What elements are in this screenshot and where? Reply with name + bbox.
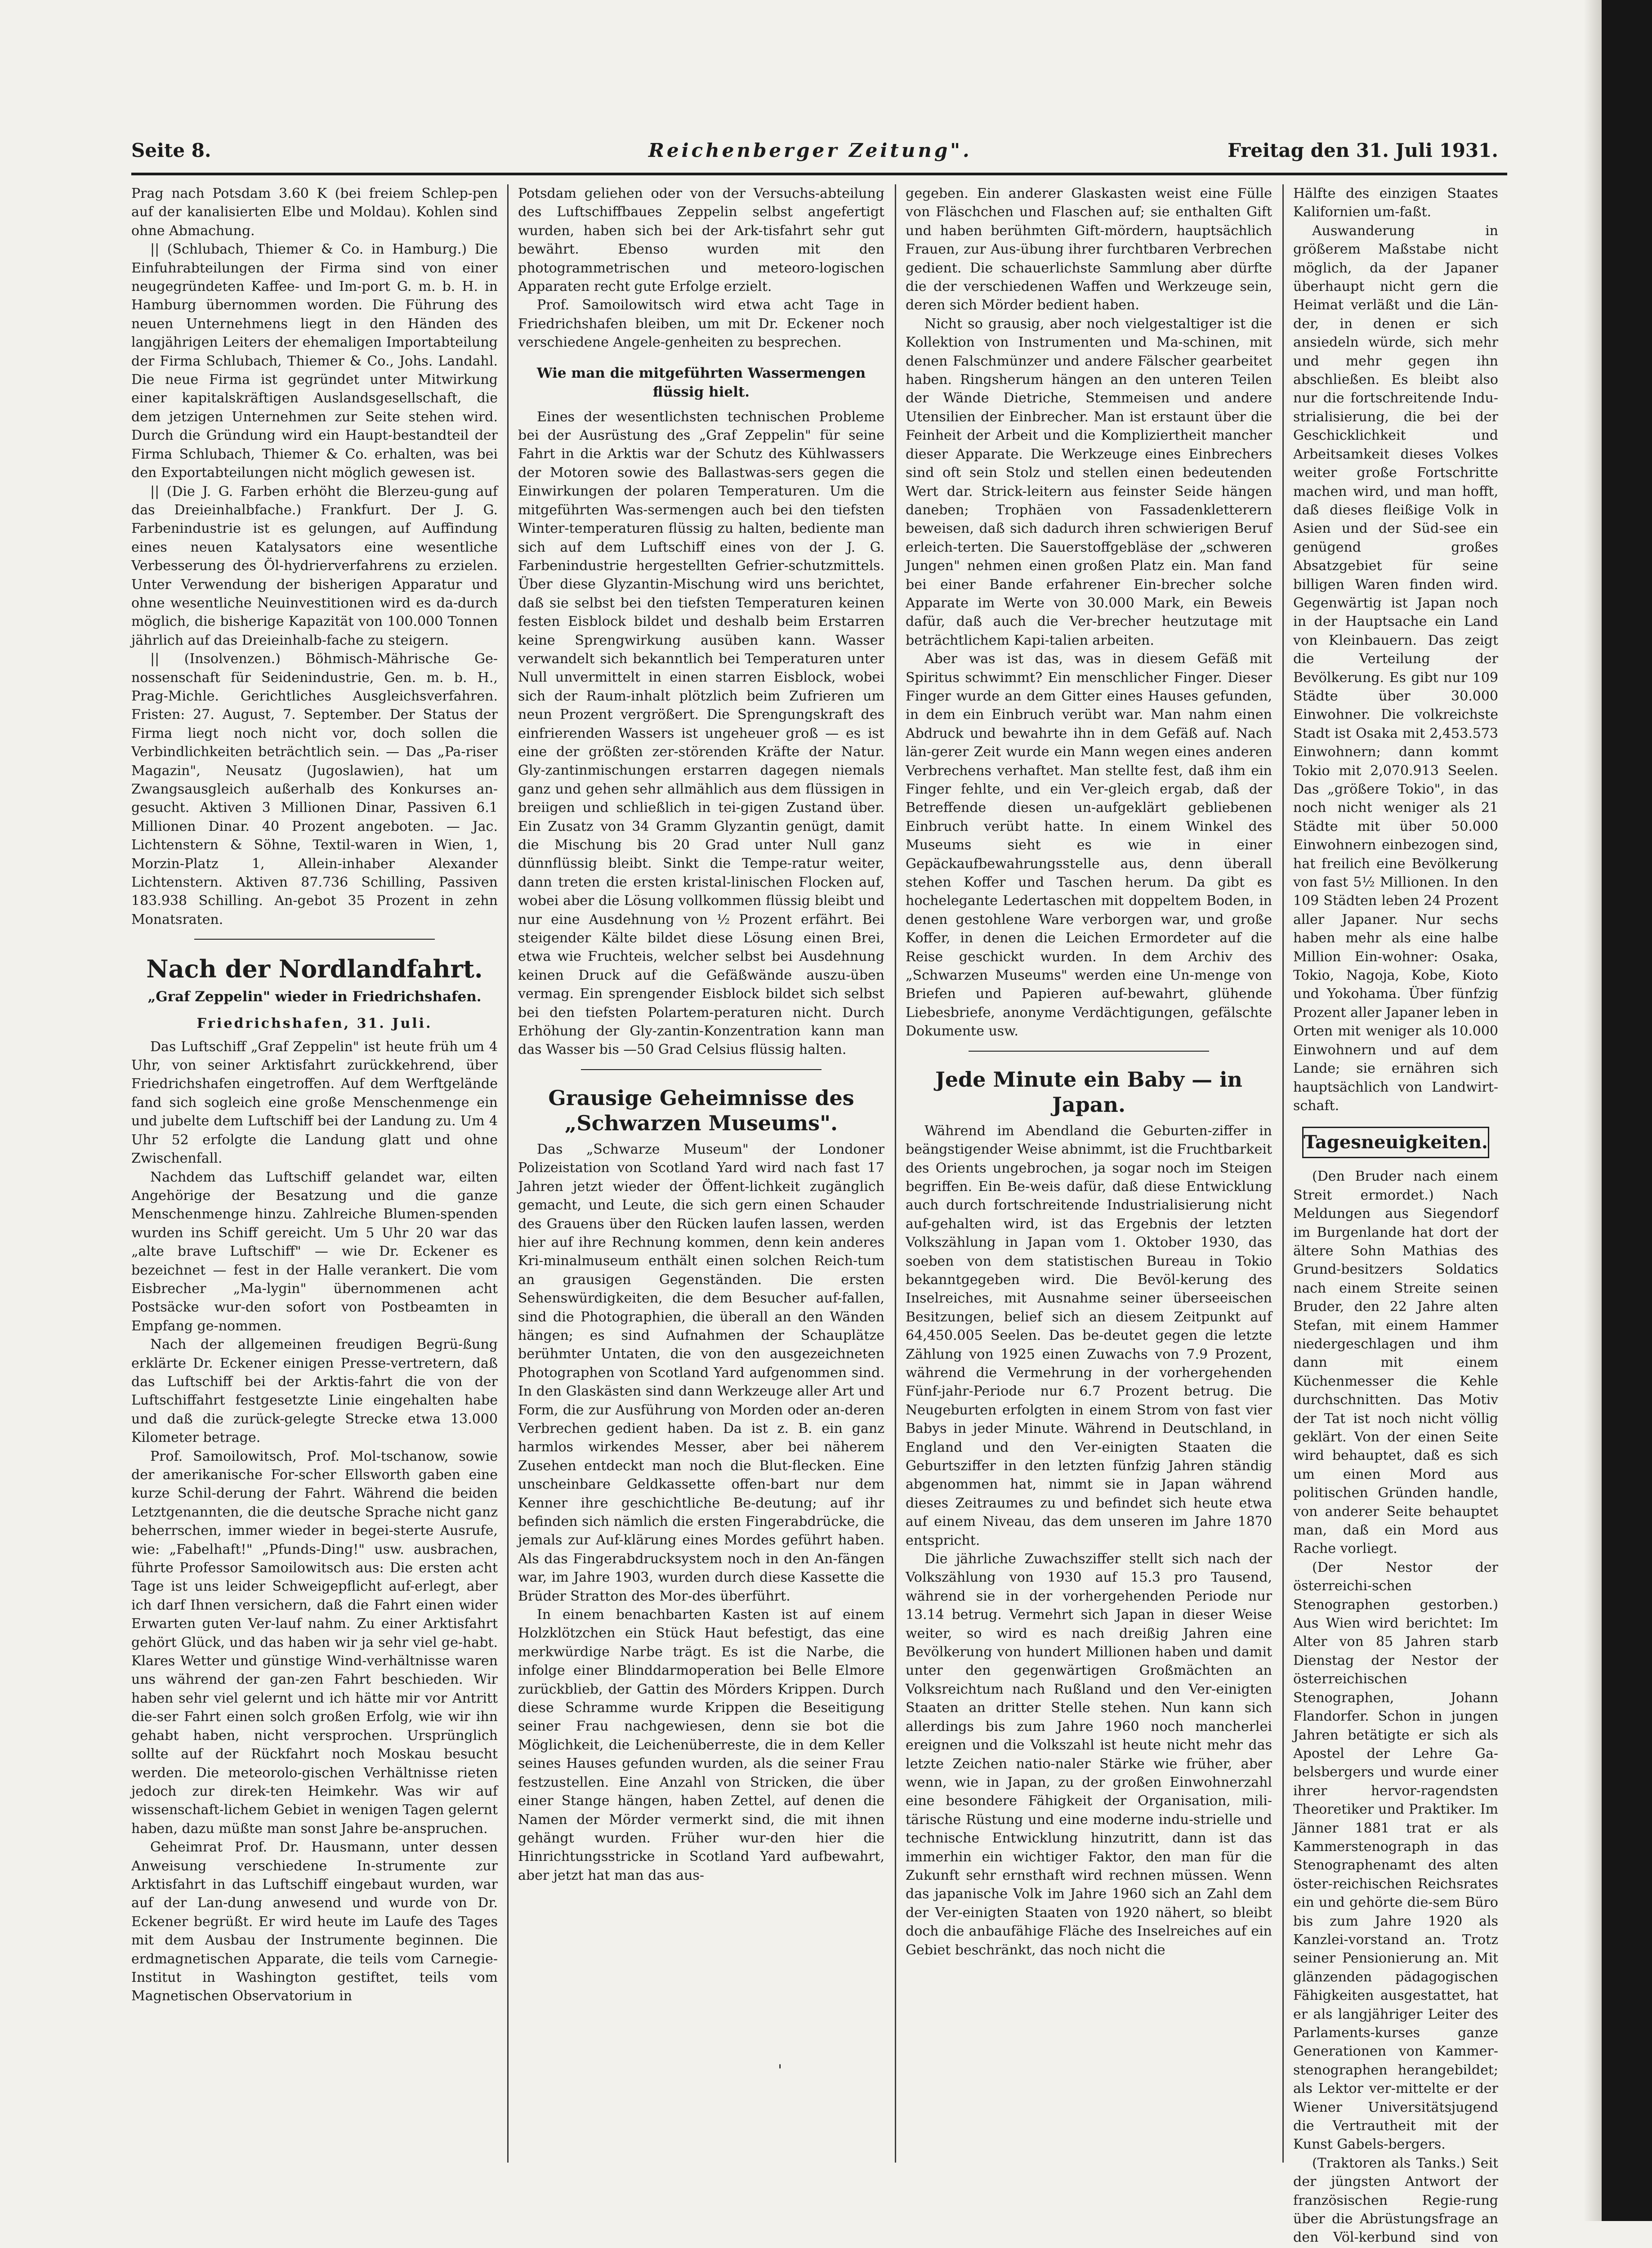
- article-headline: Jede Minute ein Baby — in Japan.: [935, 1067, 1242, 1117]
- page-number: Seite 8.: [131, 139, 211, 161]
- paragraph: || (Insolvenzen.) Böhmisch-Mährische Ge-nossenschaft für Seidenindustrie, Gen. m. b. H., Prag-Michle. Gerichtliches Ausgleichsverfahren. Fristen: 27. August, 7. September. Der Status der Firma liegt noch nicht vor, doch sollen die Verbindlichkeiten beträchtlich sein. — Das „Pa-riser Magazin", Neusatz (Jugoslawien), hat um Zwangsausgleich außerhalb des Konkurses an-gesucht. Aktiven 3 Millionen Dinar, Passiven 6.1 Millionen Dinar. 40 Prozent angeboten. — Jac. Lichtenstern & Söhne, Textil-waren in Wien, 1, Morzin-Platz 1, Allein-inhaber Alexander Lichtenstern. Aktiven 87.736 Schilling, Passiven 183.938 Schilling. An-gebot 35 Prozent in zehn Monatsraten.: [131, 651, 498, 928]
- footer-mark: ': [778, 2061, 782, 2079]
- paragraph: Aber was ist das, was in diesem Gefäß mit Spiritus schwimmt? Ein menschlicher Finger. Dieser Finger wurde an dem Gitter eines Hauses gefunden, in dem ein Einbruch verübt war. Man nahm einen Abdruck und bewahrte ihn in dem Gefäß auf. Nach län-gerer Zeit wurde ein Mann wegen eines anderen Verbrechens verhaftet. Man stellte fest, daß ihm ein Finger fehlte, und ein Ver-gleich ergab, daß der Betreffende diesen un-aufgeklärt gebliebenen Einbruch verübt hatte. In einem Winkel des Museums sieht es wie in einer Gepäckaufbewahrungsstelle aus, denn überall stehen Koffer und Taschen herum. Da gibt es hochelegante Ledertaschen mit doppeltem Boden, in denen gestohlene Ware verborgen war, und große Koffer, in denen die Leichen Ermordeter auf die Reise geschickt wurden. In dem Archiv des „Schwarzen Museums" werden eine Un-menge von Briefen und Papieren auf-bewahrt, glühende Liebesbriefe, anonyme Verdächtigungen, gefälschte Dokumente usw.: [906, 651, 1272, 1039]
- column-4: [1293, 184, 1498, 2246]
- article-headline: Nach der Nordlandfahrt.: [146, 955, 483, 984]
- issue-date: Freitag den 31. Juli 1931.: [1228, 139, 1498, 161]
- paragraph: Nach der allgemeinen freudigen Begrü-ßung erklärte Dr. Eckener einigen Presse-vertretern, daß das Luftschiff bei der Arktis-fahrt die von der Luftschiffahrt festgesetzte Linie eingehalten habe und daß die zurück-gelegte Strecke etwa 13.000 Kilometer betrage.: [131, 1337, 498, 1446]
- paragraph: (Der Nestor der österreichi-schen Stenographen gestorben.) Aus Wien wird berichtet: Im Alter von 85 Jahren starb Dienstag der Nestor der österreichischen Stenographen, Johann Flandorfer. Schon in jungen Jahren betätigte er sich als Apostel der Lehre Ga-belsbergers und wurde einer ihrer hervor-ragendsten Theoretiker und Praktiker. Im Jänner 1881 trat er als Kammerstenograph in das Stenographenamt des alten öster-reichischen Reichsrates ein und gehörte die-sem Büro bis zum Jahre 1920 als Kanzlei-vorstand an. Trotz seiner Pensionierung an. Mit glänzenden pädagogischen Fähigkeiten ausgestattet, hat er als langjähriger Leiter des Parlaments-kurses ganze Generationen von Kammer-stenographen herangebildet; als Lektor ver-mittelte er der Wiener Universitätsjugend die Vertrautheit mit der Kunst Gabels-bergers.: [1293, 1559, 1498, 2153]
- paragraph: Nicht so grausig, aber noch vielgestaltiger ist die Kollektion von Instrumenten und Ma-schinen, mit denen Falschmünzer und andere Fälscher gearbeitet haben. Ringsherum hängen an den unteren Teilen der Wände Dietriche, Stemmeisen und andere Utensilien der Einbrecher. Man ist erstaunt über die Feinheit der Arbeit und die Kompliziertheit mancher dieser Apparate. Die Werkzeuge eines Einbrechers sind oft sein Stolz und stellen einen bedeutenden Wert dar. Strick-leitern aus feinster Seide hängen daneben; Trophäen von Fassadenkletterern beweisen, daß sich dadurch ihren schwierigen Beruf erleich-terten. Die Sauerstoffgebläse der „schweren Jungen" nehmen einen großen Platz ein. Man fand bei einer Bande erfahrener Ein-brecher solche Apparate im Werte von 30.000 Mark, ein Beweis dafür, daß auch die Ver-brecher heutzutage mit beträchtlichem Kapi-talien arbeiten.: [906, 316, 1272, 648]
- scan-border: [1602, 0, 1652, 2221]
- divider: [581, 1069, 822, 1070]
- paragraph: || (Die J. G. Farben erhöht die Blerzeu-gung auf das Dreieinhalbfache.) Frankfurt. Der J. G. Farbenindustrie ist es gelungen, auf Auffindung eines neuen Katalysators eine wesentliche Verbesserung des Öl-hydrierverfahrens zu erzielen. Unter Verwendung der bisherigen Apparatur und ohne wesentliche Neuinvestitionen wird es da-durch möglich, die bisherige Kapazität von 100.000 Tonnen jährlich auf das Dreieinhalb-fache zu steigern.: [131, 483, 498, 648]
- paragraph: Während im Abendland die Geburten-ziffer in beängstigender Weise abnimmt, ist die Fruchtbarkeit des Orients ungebrochen, ja sogar noch im Steigen begriffen. Ein Be-weis dafür, daß diese Entwicklung auch durch fortschreitende Industrialisierung nicht auf-gehalten wird, ist das Ergebnis der letzten Volkszählung in Japan vom 1. Oktober 1930, das soeben von dem statistischen Bureau in Tokio bekanntgegeben wird. Die Bevöl-kerung des Inselreiches, mit Ausnahme seiner überseeischen Besitzungen, belief sich an diesem Zeitpunkt auf 64,450.005 Seelen. Das be-deutet gegen die letzte Zählung von 1925 einen Zuwachs von 7.9 Prozent, während die Vermehrung in der vorhergehenden Fünf-jahr-Periode nur 6.7 Prozent betrug. Die Neugeburten erfolgten in einem Strom von fast vier Babys in jeder Minute. Während in Deutschland, in England und den Ver-einigten Staaten die Geburtsziffer in den letzten fünfzig Jahren ständig abgenommen hat, nimmt sie in Japan während dieses Zeitraumes zu und befindet sich heute etwa auf einem Niveau, das dem unseren im Jahre 1870 entspricht.: [906, 1123, 1272, 1548]
- paragraph: Geheimrat Prof. Dr. Hausmann, unter dessen Anweisung verschiedene In-strumente zur Arktisfahrt in das Luftschiff eingebaut wurden, war auf der Lan-dung anwesend und wurde von Dr. Eckener begrüßt. Er wird heute im Laufe des Tages mit dem Ausbau der Instrumente beginnen. Die erdmagnetischen Apparate, die teils vom Carnegie-Institut in Washington gestiftet, teils vom Magnetischen Observatorium in: [131, 1839, 498, 2004]
- paragraph: Potsdam geliehen oder von der Versuchs-abteilung des Luftschiffbaues Zeppelin selbst angefertigt wurden, haben sich bei der Ark-tisfahrt sehr gut bewährt. Ebenso wurden mit den photogrammetrischen und meteoro-logischen Apparaten recht gute Erfolge erzielt.: [518, 186, 884, 295]
- article-subheadline: „Graf Zeppelin" wieder in Friedrichshafen.: [147, 989, 482, 1005]
- paragraph: Eines der wesentlichsten technischen Probleme bei der Ausrüstung des „Graf Zeppelin" für seine Fahrt in die Arktis war der Schutz des Kühlwassers der Motoren sowie des Ballastwas-sers gegen die Einwirkungen der polaren Temperaturen. Um die mitgeführten Was-sermengen auch bei den tiefsten Winter-temperaturen flüssig zu halten, bediente man sich auf dem Luftschiff eines von der J. G. Farbenindustrie hergestellten Gefrier-schutzmittels. Über diese Glyzantin-Mischung wird uns berichtet, daß sie selbst bei den tiefsten Temperaturen keinen festen Eisblock bildet und deshalb beim Erstarren keine Sprengwirkung ausüben kann. Wasser verwandelt sich bekanntlich bei Temperaturen unter Null unvermittelt in einen starren Eisblock, wobei sich der Raum-inhalt plötzlich beim Zufrieren um neun Prozent vergrößert. Die Sprengungskraft des einfrierenden Wassers ist ungeheuer groß — es ist eine der größten zer-störenden Kräfte der Natur. Gly-zantinmischungen erstarren dagegen niemals ganz und gehen sehr allmählich aus dem flüssigen in breiigen und schließlich in tei-gigen Zustand über. Ein Zusatz von 34 Gramm Glyzantin genügt, damit die Mischung bis 20 Grad unter Null ganz dünnflüssig bleibt. Sinkt die Tempe-ratur weiter, dann treten die ersten kristal-linischen Flocken auf, wobei aber die Lösung vollkommen flüssig bleibt und nur eine Ausdehnung von ½ Prozent erfährt. Bei steigender Kälte bildet diese Lösung einen Brei, etwa wie Fruchteis, welcher selbst bei Ausdehnung keinen Druck auf die Gefäßwände auszu-üben vermag. Ein sprengender Eisblock bildet sich selbst bei den tiefsten Polartem-peraturen nicht. Durch Erhöhung der Gly-zantin-Konzentration kann man das Wasser bis —50 Grad Celsius flüssig halten.: [518, 409, 884, 1058]
- column-separator: [507, 184, 509, 2163]
- column-2: [518, 184, 884, 2167]
- paragraph: Das Luftschiff „Graf Zeppelin" ist heute früh um 4 Uhr, von seiner Arktisfahrt zurückkehrend, über Friedrichshafen eingetroffen. Auf dem Werftgelände fand sich sogleich eine große Menschenmenge ein und jubelte dem Luftschiff bei der Landung zu. Um 4 Uhr 52 erfolgte die Landung glatt und ohne Zwischenfall.: [131, 1039, 498, 1167]
- column-3: [906, 184, 1272, 2167]
- paragraph: (Den Bruder nach einem Streit ermordet.) Nach Meldungen aus Siegendorf im Burgenlande hat dort der ältere Sohn Mathias des Grund-besitzers Soldatics nach einem Streite seinen Bruder, den 22 Jahre alten Stefan, mit einem Hammer niedergeschlagen und ihm dann mit einem Küchenmesser die Kehle durchschnitten. Das Motiv der Tat ist noch nicht völlig geklärt. Von der einen Seite wird behauptet, daß es sich um einen Mord aus politischen Gründen handle, von anderer Seite behauptet man, daß ein Mord aus Rache vorliegt.: [1293, 1169, 1498, 1557]
- dateline: Friedrichshafen, 31. Juli.: [196, 1016, 433, 1032]
- article-headline: Grausige Geheimnisse des „Schwarzen Museums".: [548, 1085, 854, 1135]
- column-1: [131, 184, 498, 2167]
- paragraph: || (Schlubach, Thiemer & Co. in Hamburg.) Die Einfuhrabteilungen der Firma sind von einer neugegründeten Kaffee- und Im-port G. m. b. H. in Hamburg übernommen worden. Die Führung des neuen Unternehmens liegt in den Händen des langjährigen Leiters der ehemaligen Importabteilung der Firma Schlubach, Thiemer & Co., Johs. Landahl. Die neue Firma ist gegründet unter Mitwirkung einer kapitalskräftigen Auslandsgesellschaft, die dem jetzigen Unternehmen zur Seite stehen wird. Durch die Gründung wird ein Haupt-bestandteil der Firma Schlubach, Thiemer & Co. erhalten, was bei den Exportabteilungen nicht möglich gewesen ist.: [131, 241, 498, 481]
- paragraph: Prof. Samoilowitsch, Prof. Mol-tschanow, sowie der amerikanische For-scher Ellsworth gaben eine kurze Schil-derung der Fahrt. Während die beiden Letztgenannten, die die deutsche Sprache nicht ganz beherrschen, immer wieder in begei-sterte Ausrufe, wie: „Fabelhaft!" „Pfunds-Ding!" usw. ausbrachen, führte Professor Samoilowitsch aus: Die ersten acht Tage ist uns leider Schweigepflicht auf-erlegt, aber ich darf Ihnen versichern, daß die Fahrt einen wider Erwarten guten Ver-lauf nahm. Zu einer Arktisfahrt gehört Glück, und das haben wir ja sehr viel ge-habt. Klares Wetter und günstige Wind-verhältnisse waren uns während der gan-zen Fahrt beschieden. Wir haben sehr viel gelernt und ich hätte mir vor Antritt die-ser Fahrt einen solch großen Erfolg, wie wir ihn gehabt haben, nicht versprochen. Ursprünglich sollte auf der Rückfahrt noch Moskau besucht werden. Die meteorolo-gischen Verhältnisse rieten jedoch zur direk-ten Heimkehr. Was wir auf wissenschaft-lichem Gebiet in wenigen Tagen gelernt haben, dazu müßte man sonst Jahre be-anspruchen.: [131, 1448, 498, 1837]
- paragraph: gegeben. Ein anderer Glaskasten weist eine Fülle von Fläschchen und Flaschen auf; sie enthalten Gift und haben berühmten Gift-mördern, hauptsächlich Frauen, zur Aus-übung ihrer furchtbaren Verbrechen gedient. Die schauerlichste Sammlung aber dürfte die der verschiedenen Waffen und Werkzeuge sein, deren sich Mörder bedient haben.: [906, 186, 1272, 313]
- page-header: [131, 135, 1498, 169]
- paragraph: Auswanderung in größerem Maßstabe nicht möglich, da der Japaner überhaupt nicht gern die Heimat verläßt und die Län-der, in denen er sich ansiedeln würde, sich mehr und mehr gegen ihn abschließen. Es bleibt also nur die fortschreitende Indu-strialisierung, die bei der Geschicklichkeit und Arbeitsamkeit dieses Volkes weiter große Fortschritte machen wird, und man hofft, daß dieses fleißige Volk in Asien und der Süd-see ein genügend großes Absatzgebiet für seine billigen Waren finden wird. Gegenwärtig ist Japan noch in der Hauptsache ein Land von Kleinbauern. Das zeigt die Verteilung der Bevölkerung. Es gibt nur 109 Städte über 30.000 Einwohner. Die volkreichste Stadt ist Osaka mit 2,453.573 Einwohnern; dann kommt Tokio mit 2,070.913 Seelen. Das „größere Tokio", in das noch nicht weniger als 21 Städte mit über 50.000 Einwohnern einbezogen sind, hat freilich eine Bevölkerung von fast 5½ Millionen. In den 109 Städten leben 24 Prozent aller Japaner. Nur sechs haben mehr als eine halbe Million Ein-wohner: Osaka, Tokio, Nagoja, Kobe, Kioto und Yokohama. Über fünfzig Prozent aller Japaner leben in Orten mit weniger als 10.000 Einwohnern und auf dem Lande; sie ernähren sich hauptsächlich von Landwirt-schaft.: [1293, 223, 1498, 1114]
- paragraph: (Traktoren als Tanks.) Seit der jüngsten Antwort der französischen Regie-rung über die Abrüstungsfrage an den Völ-kerbund sind von: [1293, 2155, 1498, 2246]
- paragraph: Hälfte des einzigen Staates Kalifornien um-faßt.: [1293, 186, 1498, 220]
- newspaper-title: Reichenberger Zeitung".: [648, 139, 972, 161]
- paragraph: Die jährliche Zuwachsziffer stellt sich nach der Volkszählung von 1930 auf 15.3 pro Tausend, während sie in der vorhergehenden Periode nur 13.14 betrug. Vermehrt sich Japan in dieser Weise weiter, so wird es nach dreißig Jahren eine Bevölkerung von hundert Millionen haben und damit unter den gegenwärtigen Großmächten an Volksreichtum nach Rußland und den Ver-einigten Staaten an dritter Stelle stehen. Nun kann sich allerdings bis zum Jahre 1960 noch mancherlei ereignen und die Volkszahl ist heute nicht mehr das letzte Zeichen natio-naler Stärke wie früher, aber wenn, wie in Japan, zu der großen Einwohnerzahl eine besondere Fähigkeit der Organisation, mili-tärische Rüstung und eine moderne indu-strielle und technische Entwicklung hinzutritt, dann ist das immerhin ein wichtiger Faktor, den man für die Zukunft sehr ernsthaft wird rechnen müssen. Wenn das japanische Volk im Jahre 1960 sich an Zahl dem der Ver-einigten Staaten von 1920 nähert, so bleibt doch die anbaufähige Fläche des Inselreiches auf ein Gebiet beschränkt, das noch nicht die: [906, 1551, 1272, 1958]
- paragraph: In einem benachbarten Kasten ist auf einem Holzklötzchen ein Stück Haut befestigt, das eine merkwürdige Narbe trägt. Es ist die Narbe, die infolge einer Blinddarmoperation bei Belle Elmore zurückblieb, der Gattin des Mörders Krippen. Durch diese Schramme wurde Krippen die Beseitigung seiner Frau nachgewiesen, denn sie bot die Möglichkeit, die Leichenüberreste, die in dem Keller seines Hauses gefunden wurden, als die seiner Frau festzustellen. Eine Anzahl von Stricken, die über einer Stange hängen, haben Zettel, auf denen die Namen der Mörder vermerkt sind, die mit ihnen gehängt wurden. Früher wur-den hier die Hinrichtungsstricke in Scotland Yard aufbewahrt, aber jetzt hat man das aus-: [518, 1607, 884, 1883]
- section-box-heading: Tagesneuigkeiten.: [1302, 1127, 1489, 1158]
- paragraph: Das „Schwarze Museum" der Londoner Polizeistation von Scotland Yard wird nach fast 17 Jahren jetzt wieder der Öffent-lichkeit zugänglich gemacht, und Leute, die sich gern einen Schauder des Grauens über den Rücken laufen lassen, werden hier auf ihre Rechnung kommen, denn kein anderes Kri-minalmuseum enthält einen solchen Reich-tum an grausigen Gegenständen. Die ersten Sehenswürdigkeiten, die dem Besucher auf-fallen, sind die Photographien, die überall an den Wänden hängen; es sind Aufnahmen der Schauplätze berühmter Untaten, die von den ausgezeichneten Photographen von Scotland Yard aufgenommen sind. In den Glaskästen sind dann Werkzeuge aller Art und Form, die zur Ausführung von Morden oder an-deren Verbrechen gedient haben. Da ist z. B. ein ganz harmlos wirkendes Messer, aber bei näherem Zusehen entdeckt man noch die Blut-flecken. Eine unscheinbare Geldkassette offen-bart nur dem Kenner ihre geschichtliche Be-deutung; auf ihr befinden sich nämlich die ersten Fingerabdrücke, die jemals zur Auf-klärung eines Mordes geführt haben. Als das Fingerabdrucksystem noch in den An-fängen war, im Jahre 1903, wurden durch diese Kassette die Brüder Stratton des Mor-des überführt.: [518, 1141, 884, 1604]
- paragraph: Prof. Samoilowitsch wird etwa acht Tage in Friedrichshafen bleiben, um mit Dr. Eckener noch verschiedene Angele-genheiten zu besprechen.: [518, 297, 884, 351]
- column-separator: [1282, 184, 1284, 2163]
- paragraph: Nachdem das Luftschiff gelandet war, eilten Angehörige der Besatzung und die ganze Menschenmenge hinzu. Zahlreiche Blumen-spenden wurden ins Schiff gereicht. Um 5 Uhr 20 war das „alte brave Luftschiff" — wie Dr. Eckener es bezeichnet — fest in der Halle verankert. Die vom Eisbrecher „Ma-lygin" übernommenen acht Postsäcke wur-den sofort von Postbeamten in Empfang ge-nommen.: [131, 1169, 498, 1334]
- column-separator: [895, 184, 896, 2163]
- section-heading: Wie man die mitgeführten Wassermengen flüssig hielt.: [536, 365, 866, 400]
- page-edge-shadow: [1584, 0, 1602, 2221]
- divider: [969, 1051, 1209, 1052]
- divider: [194, 939, 435, 940]
- header-rule: [131, 173, 1507, 175]
- paragraph: Prag nach Potsdam 3.60 K (bei freiem Schlep-pen auf der kanalisierten Elbe und Moldau). Kohlen sind ohne Abmachung.: [131, 186, 498, 239]
